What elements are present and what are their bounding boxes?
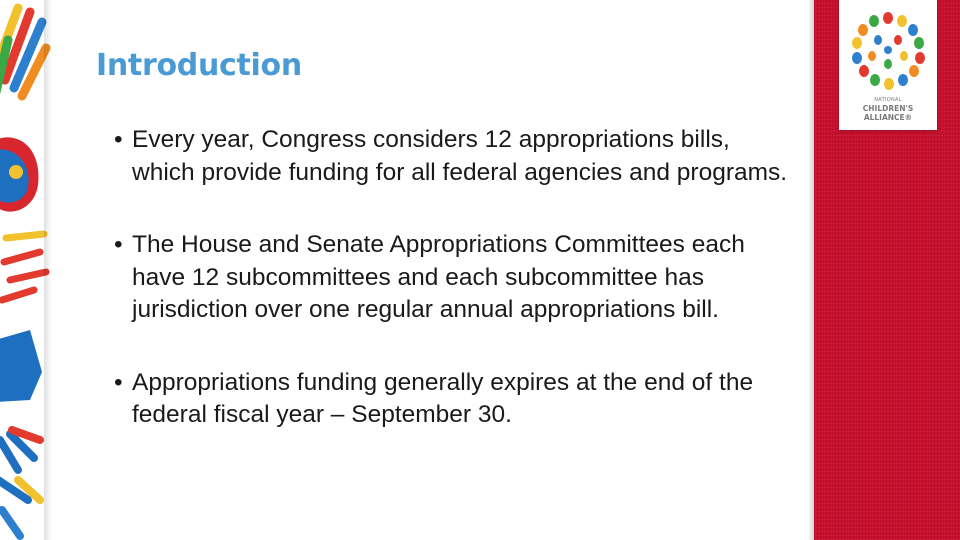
logo-line-national: NATIONAL	[874, 97, 902, 103]
panel-edge-shadow	[808, 0, 814, 540]
slide-title: Introduction	[96, 48, 302, 83]
bullet-list	[114, 124, 794, 472]
logo-line-alliance: ALLIANCE®	[863, 113, 913, 122]
left-divider-shadow	[44, 0, 52, 540]
bullet-item: • Every year, Congress considers 12 appropriations bills, which provide funding for all federal agencies and programs.	[114, 124, 794, 189]
logo-line-childrens: CHILDREN'S	[862, 104, 914, 113]
decorative-handprints-strip	[0, 0, 52, 540]
handprints-circle-icon	[846, 8, 930, 94]
bullet-item: • The House and Senate Appropriations Committees each have 12 subcommittees and each subcommittee has jurisdiction over one regular annual appropriations bill.	[114, 229, 794, 327]
bullet-item: • Appropriations funding generally expires at the end of the federal fiscal year – September 30.	[114, 367, 794, 432]
logo-card	[839, 0, 937, 130]
